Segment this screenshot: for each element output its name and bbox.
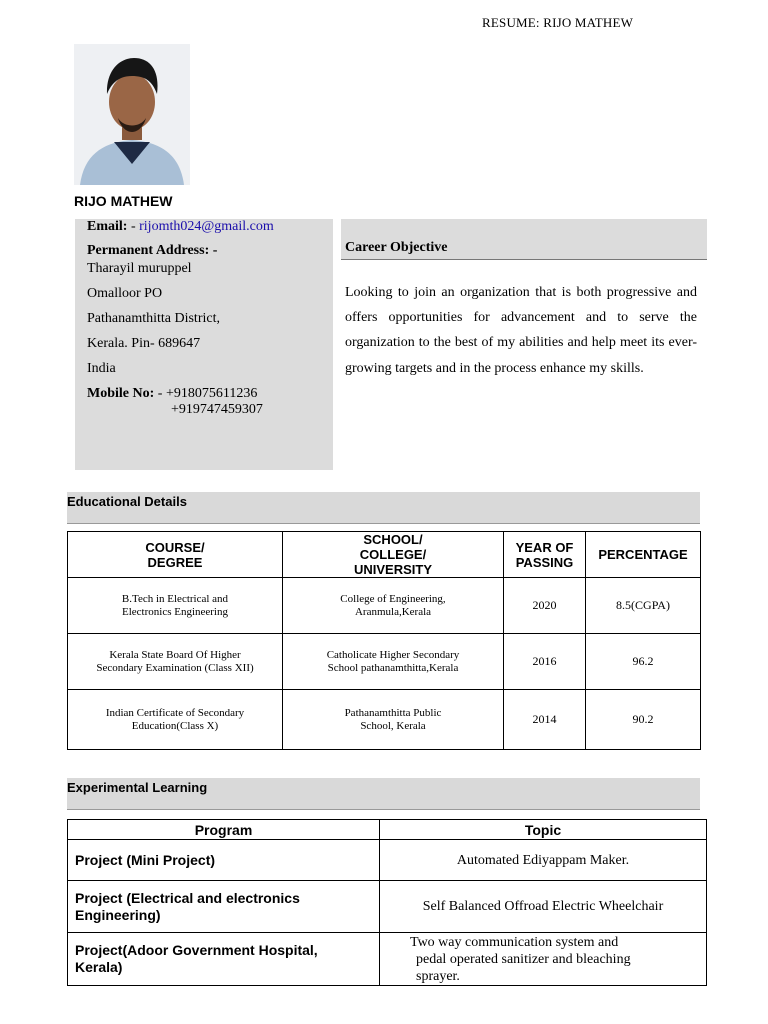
table-row	[68, 933, 707, 986]
year-cell: 2020	[504, 578, 586, 634]
course-cell: Indian Certificate of Secondary Education(Class X)	[68, 690, 283, 750]
email-link[interactable]: rijomth024@gmail.com	[139, 219, 274, 234]
school-cell: Pathanamthitta Public School, Kerala	[283, 690, 504, 750]
year-cell: 2016	[504, 634, 586, 690]
experimental-section-title: Experimental Learning	[67, 780, 208, 795]
school-college-header: SCHOOL/ COLLEGE/ UNIVERSITY	[283, 532, 504, 578]
address-line-4: Kerala. Pin- 689647	[87, 336, 201, 351]
topic-cell: Two way communication system and pedal operated sanitizer and bleaching sprayer.	[380, 933, 707, 986]
address-line-5: India	[87, 361, 116, 376]
table-row	[68, 578, 701, 634]
topic-cell: Automated Ediyappam Maker.	[380, 840, 707, 881]
program-cell: Project(Adoor Government Hospital, Kerala)	[68, 933, 380, 986]
career-objective-header	[341, 219, 707, 260]
education-table	[67, 531, 701, 750]
school-cell: Catholicate Higher Secondary School pathanamthitta,Kerala	[283, 634, 504, 690]
mobile-number-1: +918075611236	[165, 386, 258, 401]
mobile-number-2: +919747459307	[171, 402, 263, 417]
percentage-cell: 8.5(CGPA)	[586, 578, 701, 634]
table-row	[68, 881, 707, 933]
education-section-title: Educational Details	[67, 494, 187, 509]
career-objective-title: Career Objective	[345, 240, 448, 255]
profile-photo	[74, 44, 190, 185]
course-cell: Kerala State Board Of Higher Secondary Examination (Class XII)	[68, 634, 283, 690]
experimental-learning-table	[67, 819, 707, 986]
table-row	[68, 634, 701, 690]
program-header: Program	[68, 820, 380, 840]
experimental-section-bar	[67, 778, 700, 810]
topic-header: Topic	[380, 820, 707, 840]
email-label: Email:	[87, 219, 128, 234]
address-line-1: Tharayil muruppel	[87, 261, 192, 276]
course-degree-header: COURSE/ DEGREE	[68, 532, 283, 578]
career-objective-text: Looking to join an organization that is both progressive and offers opportunities for advancement and to serve the organization to the best of my abilities and help meet its ever-growing targets and in the process enhance my skills.	[345, 285, 697, 376]
table-row	[68, 690, 701, 750]
education-header-row	[68, 532, 701, 578]
course-cell: B.Tech in Electrical and Electronics Engineering	[68, 578, 283, 634]
year-of-passing-header: YEAR OF PASSING	[504, 532, 586, 578]
address-line-2: Omalloor PO	[87, 286, 163, 301]
address-line-3: Pathanamthitta District,	[87, 311, 220, 326]
contact-panel	[75, 219, 333, 470]
mobile-separator: -	[154, 386, 166, 401]
profile-photo-image	[74, 44, 190, 185]
school-cell: College of Engineering, Aranmula,Kerala	[283, 578, 504, 634]
program-cell: Project (Electrical and electronics Engineering)	[68, 881, 380, 933]
candidate-name: RIJO MATHEW	[74, 193, 173, 209]
year-cell: 2014	[504, 690, 586, 750]
program-cell: Project (Mini Project)	[68, 840, 380, 881]
experimental-header-row	[68, 820, 707, 840]
percentage-cell: 96.2	[586, 634, 701, 690]
table-row	[68, 840, 707, 881]
email-line	[87, 219, 274, 235]
mobile-label: Mobile No:	[87, 386, 155, 401]
resume-header-title: RESUME: RIJO MATHEW	[482, 15, 634, 30]
mobile-line	[87, 386, 257, 402]
address-label: Permanent Address: -	[87, 243, 218, 258]
percentage-header: PERCENTAGE	[586, 532, 701, 578]
email-separator: -	[127, 219, 140, 234]
percentage-cell: 90.2	[586, 690, 701, 750]
topic-cell: Self Balanced Offroad Electric Wheelchair	[380, 881, 707, 933]
education-section-bar	[67, 492, 700, 524]
